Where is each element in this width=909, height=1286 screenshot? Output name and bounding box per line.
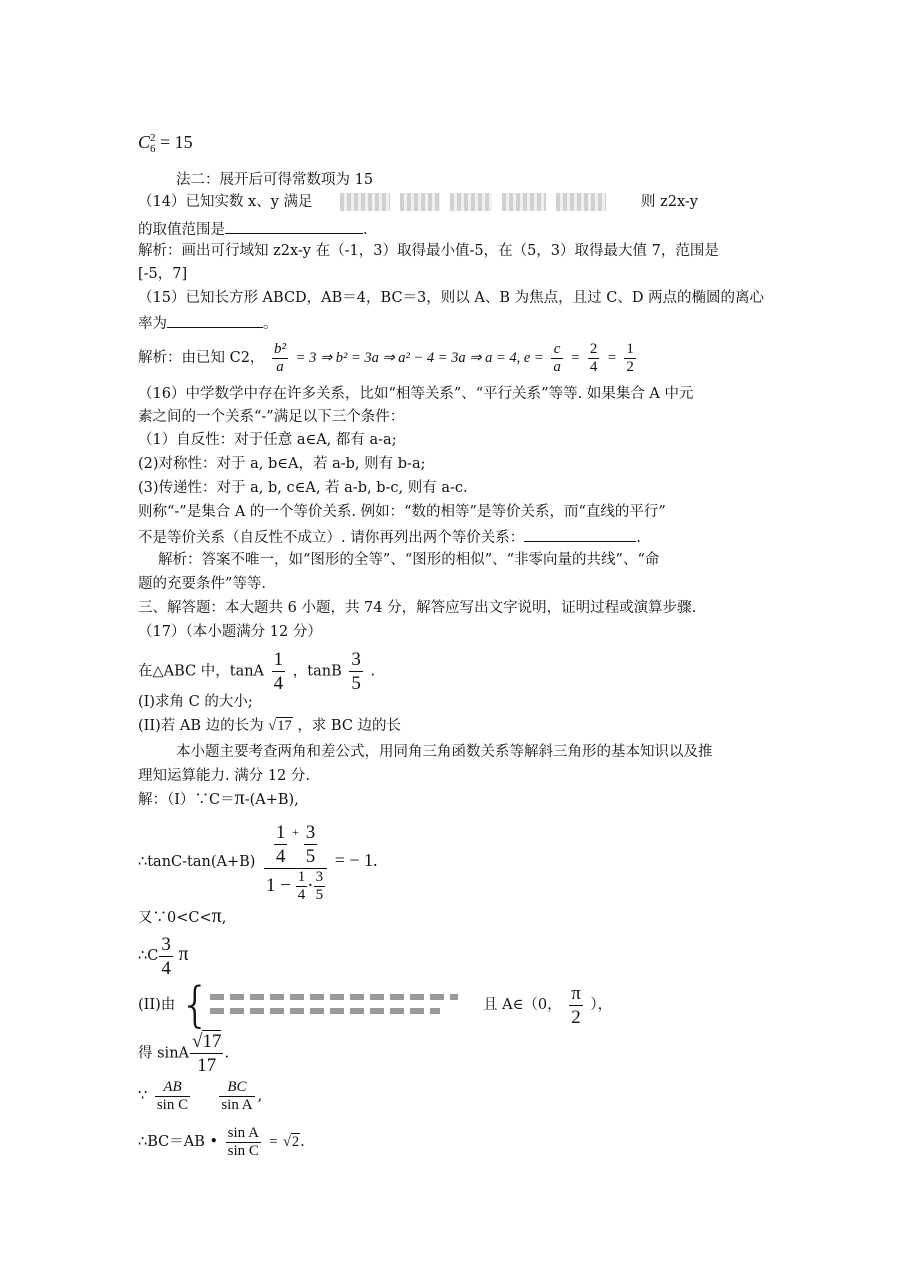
solution-14: 解析：画出可行域知 z2x-y 在（-1，3）取得最小值-5，在（5，3）取得最大值 7，范围是 [138,243,719,259]
sol-l5-b: 且 A∈（0， [483,997,562,1013]
fraction [314,869,326,904]
q14-text: （14）已知实数 x、y 满足 [138,194,313,210]
q17-given-a: 在△ABC 中，tanA [138,663,265,680]
fraction [272,648,286,695]
fraction [304,821,318,868]
denominator: 2 [571,1006,581,1028]
q17-part2-a: (II)若 AB 边的长为 [138,718,264,734]
question-14-line2 [138,218,368,240]
sol-l7-b: , [257,1088,263,1104]
one-minus: 1 − [266,874,292,896]
radicand: 17 [202,1031,222,1052]
condition-symmetric: (2)对称性：对于 a, b∈A，若 a-b, 则有 b-a; [138,456,426,472]
dot: · [307,874,314,896]
numerator: 3 [161,933,171,955]
section-three-heading: 三、解答题：本大题共 6 小题，共 74 分，解答应写出文字说明，证明过程或演算步骤. [138,600,697,616]
sqrt-17: √17 [268,718,292,734]
fraction [155,1079,190,1114]
comb-eq: = 15 [160,132,193,152]
denominator: sin C [156,1096,189,1113]
q14-text-d: . [363,222,368,238]
question-17-given [138,648,375,695]
numerator: 1 [297,868,306,885]
fraction [551,341,563,376]
compound-denominator [264,869,327,904]
sol-l2-text: ∴tanC-tan(A+B) [138,854,256,870]
solution-16-line2: 题的充要条件”等等. [138,576,267,592]
fraction [296,869,308,904]
fraction [190,1030,223,1077]
numerator: 2 [589,340,598,357]
pi-symbol: π [211,905,222,927]
q16-text-g: 不是等价关系（自反性不成立）. 请你再列出两个等价关系： [138,530,525,546]
sol-l6-a: 得 sinA [138,1045,189,1062]
fraction [274,821,288,868]
question-16-line7 [138,526,641,548]
solution-c-value [138,932,189,980]
answer-blank [524,526,636,542]
sol-l3-b: , [221,910,227,926]
fraction [624,341,636,376]
question-15-line2 [138,312,278,334]
denominator: 2 [626,358,634,375]
question-17-title: （17）（本小题满分 12 分） [138,624,322,640]
left-brace: { [179,977,211,1033]
numerator: BC [219,1079,254,1097]
solution-sine-law [138,1074,262,1118]
q17-part2-b: ，求 BC 边的长 [297,718,402,734]
question-17-part2 [138,716,401,736]
equals: = [268,1134,279,1150]
sol-l5-a: (II)由 [138,997,176,1013]
q15-text-b: 率为 [138,316,167,332]
sol-l4-a: ∴C [138,948,159,964]
q14-text-c: 的取值范围是 [138,222,225,238]
comb-c: C [138,132,151,152]
blurred-constraint-image [340,193,390,211]
denominator: sin A [221,1096,253,1113]
denominator: 4 [161,957,171,979]
q16-text-g2: . [636,530,641,546]
solution-14-line2: [-5，7] [138,266,188,282]
numerator: π [571,982,581,1004]
blurred-constraint-image [502,193,546,211]
blurred-constraint-image [556,193,606,211]
sol-l5-c: ）， [590,997,613,1013]
q14-text-b: 则 z2x-y [640,194,698,210]
plus: + [292,824,299,839]
q17-given-c: . [370,663,376,680]
equals: = [606,350,617,366]
denominator: 4 [275,845,286,867]
numerator: b² [274,340,287,357]
solution-line1 [138,788,299,810]
numerator: c [551,341,563,359]
fraction [226,1125,261,1160]
solution-part2 [138,977,613,1033]
radicand: 17 [277,718,292,734]
sol-l1-b: -(A+B), [244,792,299,808]
blurred-constraint-image [450,193,492,211]
question-16: （16）中学数学中存在许多关系，比如“相等关系”、“平行关系”等等. 如果集合 A 中元 [138,386,694,402]
sol-l3-a: 又∵0<C< [138,910,212,926]
denominator: a [276,358,284,375]
fraction [272,341,288,376]
numerator: 3 [305,821,316,843]
answer-blank [167,312,263,328]
numerator: 3 [351,649,361,670]
question-16-line2: 素之间的一个关系“-”满足以下三个条件： [138,409,405,425]
fraction [569,982,583,1029]
question-16-line6: 则称“-”是集合 A 的一个等价关系. 例如：“数的相等”是等价关系，而“直线的平行” [138,504,666,520]
denominator: 5 [351,673,361,694]
combination-line [138,132,193,155]
numerator: sin A [227,1124,259,1141]
because-symbol: ∵ [138,1088,148,1104]
q15-text-c: 。 [263,316,278,332]
denominator: 4 [273,673,284,694]
solution-16: 解析：答案不唯一，如“图形的全等”、“图形的相似”、“非零向量的共线”、“命 [158,552,660,568]
blurred-equation-system [210,986,478,1024]
equals-minus-one: = − 1. [334,850,378,870]
blurred-constraint-image [400,193,440,211]
radicand: 2 [291,1134,300,1150]
s15-text: 解析：由已知 C2， [138,350,265,366]
solution-sin-a [138,1030,229,1077]
solution-15 [138,338,639,378]
sqrt-2: √2 [282,1134,300,1150]
denominator: 4 [589,358,598,375]
solution-range-c [138,906,226,928]
solution-bc-result [138,1120,305,1164]
numerator: 1 [626,340,634,357]
question-17-note2: 理知运算能力. 满分 12 分. [138,768,310,784]
question-17-note: 本小题主要考查两角和差公式，用同角三角函数关系等解斜三角形的基本知识以及推 [176,744,713,760]
denominator: 17 [197,1055,217,1076]
numerator: AB [155,1079,190,1097]
solution-tan-c [138,818,378,904]
numerator: 1 [275,821,286,843]
denominator: sin C [227,1142,259,1159]
denominator: 4 [297,886,306,903]
pi-symbol: π [178,943,189,965]
fraction [588,341,600,376]
answer-blank [225,218,363,234]
question-15: （15）已知长方形 ABCD，AB＝4，BC＝3，则以 A、B 为焦点，且过 C、D 两点的椭圆的离心 [138,290,765,306]
comb-sup: 2 [150,131,156,144]
condition-reflexive: （1）自反性：对于任意 a∈A, 都有 a-a; [138,432,397,448]
question-14 [138,192,698,212]
fraction [219,1079,254,1114]
denominator: a [553,358,561,375]
pi-symbol: π [234,787,245,809]
fraction [159,933,173,980]
condition-transitive: (3)传递性：对于 a, b, c∈A, 若 a-b, b-c, 则有 a-c. [138,480,468,496]
q17-given-b: ，tanB [292,663,342,680]
compound-fraction [264,821,327,904]
sol-l1-a: 解：（I）∵C＝ [138,792,235,808]
numerator: 1 [273,649,284,670]
sol-l8-a: ∴BC＝AB • [138,1134,219,1150]
fraction [349,648,363,695]
method-two-line: 法二：展开后可得常数项为 15 [176,172,374,188]
sol-l8-b: . [300,1134,305,1150]
denominator: 5 [305,845,316,867]
numerator: 3 [315,868,324,885]
compound-numerator [264,821,327,869]
equals: = [570,350,581,366]
numerator: √17 [192,1031,222,1052]
sol-l6-b: . [224,1045,230,1062]
comb-sub: 6 [150,142,156,155]
denominator: 5 [315,886,324,903]
equation-chain: = 3 ⇒ b² = 3a ⇒ a² − 4 = 3a ⇒ a = 4, e = [295,350,544,366]
question-17-part1: (I)求角 C 的大小; [138,694,253,710]
